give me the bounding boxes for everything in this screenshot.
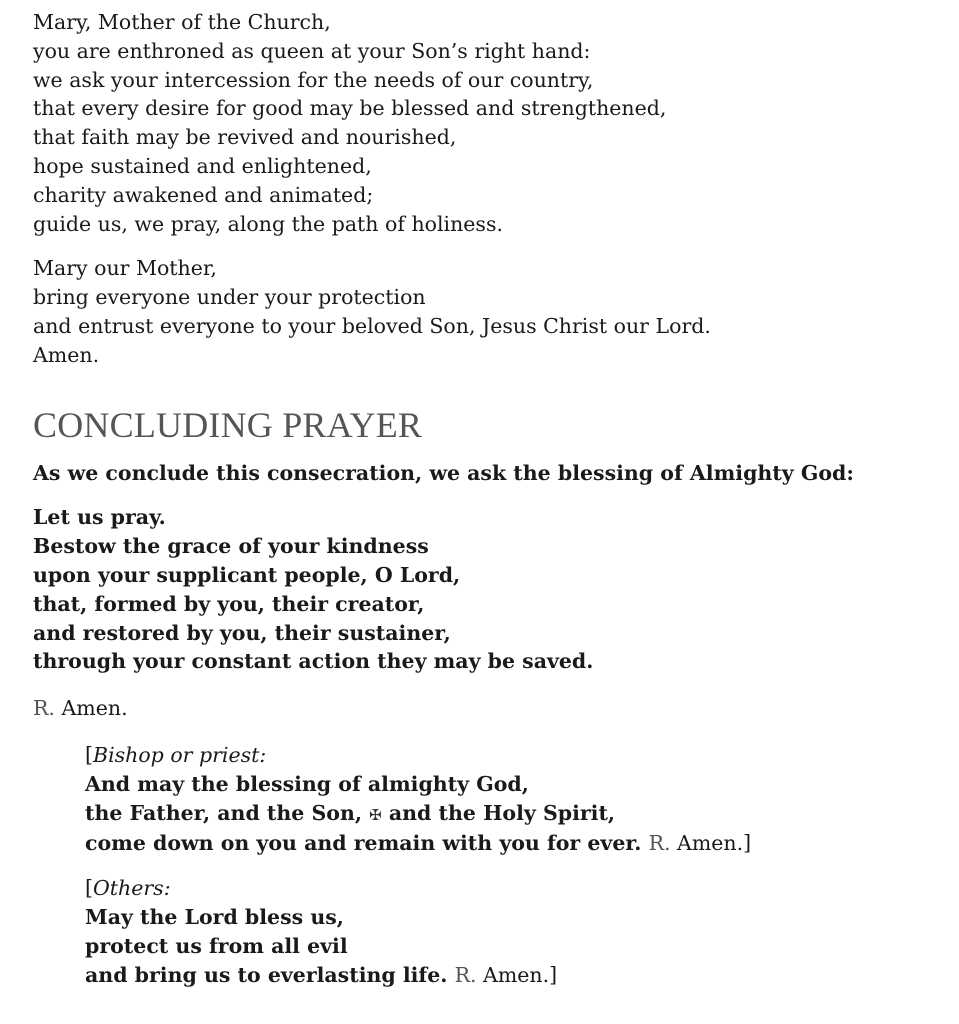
blessing-text: and bring us to everlasting life. <box>85 962 455 987</box>
prayer-stanza-1 <box>33 8 933 238</box>
blessing-text: and the Holy Spirit, <box>381 800 616 825</box>
rubric-others: Others: <box>93 876 171 901</box>
open-bracket: [ <box>85 876 93 901</box>
blessing-line <box>85 799 933 830</box>
response-word: Amen. <box>476 962 550 987</box>
section-heading: CONCLUDING PRAYER <box>33 404 423 445</box>
cross-icon: ✠ <box>369 805 382 824</box>
rubric-line <box>85 741 933 770</box>
prayer-line: Mary our Mother, <box>33 256 217 281</box>
response-amen <box>33 694 933 723</box>
others-blessing <box>85 874 933 989</box>
prayer-line: guide us, we pray, along the path of holiness. <box>33 211 503 236</box>
intro-line: As we conclude this consecration, we ask the blessing of Almighty God: <box>33 460 854 485</box>
response-mark: R. <box>33 696 55 721</box>
prayer-line: we ask your intercession for the needs of our country, <box>33 67 594 92</box>
rubric-bishop: Bishop or priest: <box>93 742 267 767</box>
prayer-line: Mary, Mother of the Church, <box>33 10 331 34</box>
document-page <box>33 8 933 989</box>
prayer-line: and entrust everyone to your beloved Son, Jesus Christ our Lord. <box>33 313 711 338</box>
bishop-blessing <box>85 741 933 858</box>
response-word: Amen. <box>61 696 128 721</box>
blessing-line <box>85 829 933 858</box>
response-mark: R. <box>454 962 477 987</box>
rubric-line <box>85 874 933 903</box>
prayer-stanza-2 <box>33 254 933 369</box>
prayer-line: you are enthroned as queen at your Son’s right hand: <box>33 38 591 63</box>
collect-line: and restored by you, their sustainer, <box>33 620 451 645</box>
collect-line: that, formed by you, their creator, <box>33 591 425 616</box>
blessing-line <box>85 961 933 990</box>
collect-line: Let us pray. <box>33 505 166 530</box>
collect-line: through your constant action they may be saved. <box>33 649 594 674</box>
blessing-line: protect us from all evil <box>85 933 348 958</box>
close-bracket: ] <box>549 962 558 987</box>
close-bracket: ] <box>743 831 752 856</box>
blessing-line: And may the blessing of almighty God, <box>85 771 529 796</box>
blessing-text: the Father, and the Son, <box>85 800 370 825</box>
collect-line: upon your supplicant people, O Lord, <box>33 562 461 587</box>
intro-paragraph <box>33 459 933 488</box>
open-bracket: [ <box>85 742 93 767</box>
prayer-line: Amen. <box>33 342 100 367</box>
collect-line: Bestow the grace of your kindness <box>33 534 429 559</box>
prayer-line: that every desire for good may be blessed and strengthened, <box>33 96 667 121</box>
prayer-line: that faith may be revived and nourished, <box>33 125 457 150</box>
prayer-line: bring everyone under your protection <box>33 285 426 310</box>
blessing-line: May the Lord bless us, <box>85 904 344 929</box>
prayer-line: charity awakened and animated; <box>33 182 374 207</box>
response-mark: R. <box>648 831 671 856</box>
response-word: Amen. <box>670 831 744 856</box>
collect-prayer <box>33 503 933 676</box>
blessing-text: come down on you and remain with you for ever. <box>85 831 649 856</box>
prayer-line: hope sustained and enlightened, <box>33 153 372 178</box>
